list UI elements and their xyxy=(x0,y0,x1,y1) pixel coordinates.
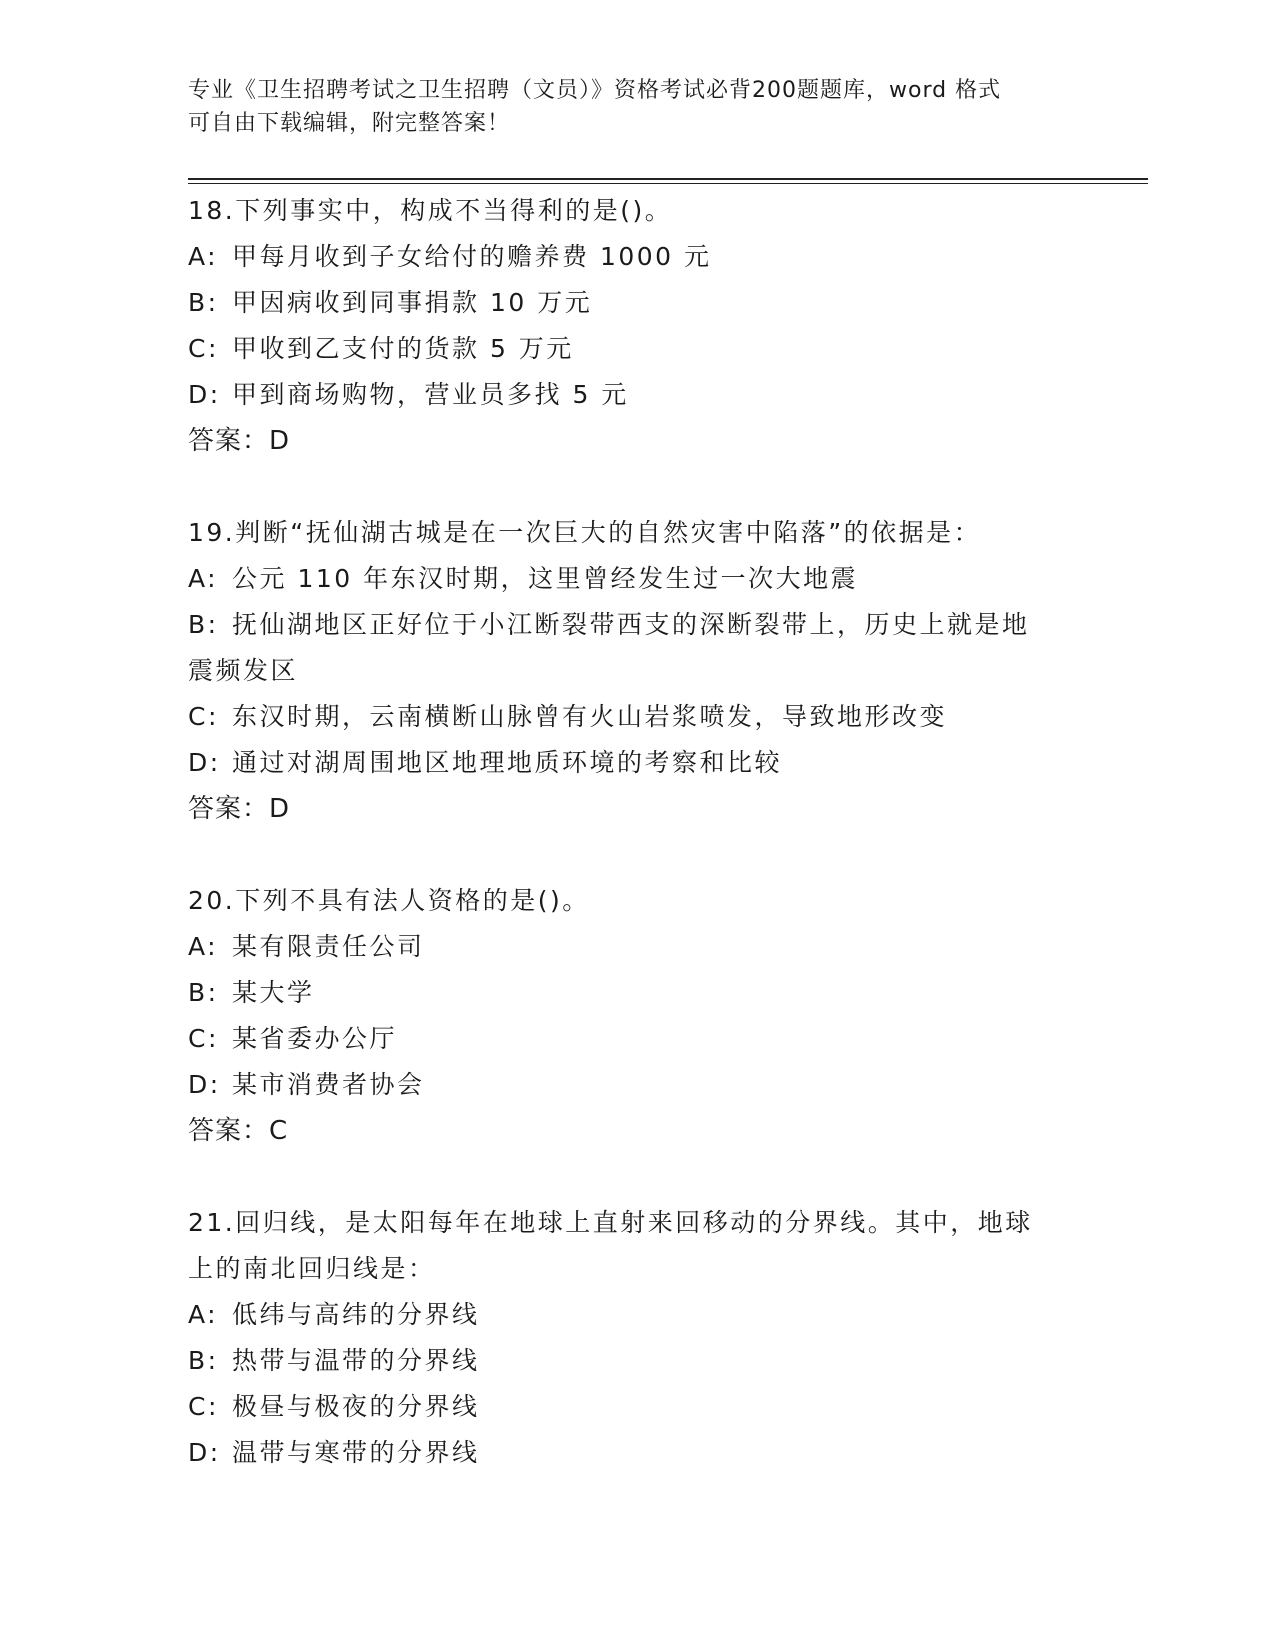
header-line-2: 可自由下载编辑，附完整答案！ xyxy=(188,111,511,136)
option-line xyxy=(188,556,1088,602)
option-line xyxy=(188,234,1088,280)
option-letter: B: xyxy=(188,610,219,639)
option-line xyxy=(188,924,1088,970)
option-text: 热带与温带的分界线 xyxy=(232,1346,480,1375)
option-letter: A: xyxy=(188,564,219,593)
option-line xyxy=(188,1384,1088,1430)
question-stem: 上的南北回归线是： xyxy=(188,1254,436,1283)
question-stem: 19.判断“抚仙湖古城是在一次巨大的自然灾害中陷落”的依据是： xyxy=(188,518,982,547)
question-list xyxy=(188,188,1088,1522)
option-text: 某省委办公厅 xyxy=(232,1024,398,1053)
option-text: 甲收到乙支付的货款 5 万元 xyxy=(232,334,574,363)
question-stem: 18.下列事实中，构成不当得利的是()。 xyxy=(188,196,673,225)
answer-line: 答案：C xyxy=(188,1116,289,1146)
option-text: 极昼与极夜的分界线 xyxy=(232,1392,480,1421)
option-letter: B: xyxy=(188,1346,219,1375)
question-block xyxy=(188,510,1088,832)
option-letter: D: xyxy=(188,1070,221,1099)
option-letter: C: xyxy=(188,1392,219,1421)
option-letter: C: xyxy=(188,1024,219,1053)
option-line xyxy=(188,1062,1088,1108)
header-divider-thick xyxy=(188,178,1148,180)
option-line xyxy=(188,740,1088,786)
option-text: 东汉时期，云南横断山脉曾有火山岩浆喷发，导致地形改变 xyxy=(232,702,948,731)
question-stem: 20.下列不具有法人资格的是()。 xyxy=(188,886,590,915)
option-text: 抚仙湖地区正好位于小江断裂带西支的深断裂带上，历史上就是地 xyxy=(232,610,1030,639)
answer-line: 答案：D xyxy=(188,794,291,824)
option-letter: A: xyxy=(188,242,219,271)
option-text: 低纬与高纬的分界线 xyxy=(232,1300,480,1329)
option-text: 公元 110 年东汉时期，这里曾经发生过一次大地震 xyxy=(232,564,859,593)
option-line xyxy=(188,372,1088,418)
option-letter: B: xyxy=(188,288,219,317)
option-line xyxy=(188,326,1088,372)
option-letter: D: xyxy=(188,1438,221,1467)
option-text: 通过对湖周围地区地理地质环境的考察和比较 xyxy=(232,748,783,777)
option-text: 某有限责任公司 xyxy=(232,932,425,961)
option-line xyxy=(188,280,1088,326)
option-line xyxy=(188,694,1088,740)
option-text: 甲因病收到同事捐款 10 万元 xyxy=(232,288,593,317)
option-letter: C: xyxy=(188,702,219,731)
header-line-1: 专业《卫生招聘考试之卫生招聘（文员）》资格考试必背200题题库，word 格式 xyxy=(188,78,1002,103)
option-letter: D: xyxy=(188,380,221,409)
question-stem: 21.回归线，是太阳每年在地球上直射来回移动的分界线。其中，地球 xyxy=(188,1208,1033,1237)
option-letter: B: xyxy=(188,978,219,1007)
header-divider-thin xyxy=(188,183,1148,184)
option-line xyxy=(188,1016,1088,1062)
option-text-continued: 震频发区 xyxy=(188,656,299,685)
option-line xyxy=(188,1292,1088,1338)
option-letter: D: xyxy=(188,748,221,777)
option-text: 温带与寒带的分界线 xyxy=(232,1438,480,1467)
option-letter: C: xyxy=(188,334,219,363)
question-block xyxy=(188,188,1088,464)
option-text: 某市消费者协会 xyxy=(232,1070,425,1099)
option-letter: A: xyxy=(188,932,219,961)
option-line xyxy=(188,1430,1088,1476)
question-block xyxy=(188,878,1088,1154)
option-line xyxy=(188,1338,1088,1384)
option-text: 甲到商场购物，营业员多找 5 元 xyxy=(232,380,629,409)
option-line xyxy=(188,602,1088,648)
answer-line: 答案：D xyxy=(188,426,291,456)
question-block xyxy=(188,1200,1088,1476)
document-header xyxy=(188,74,1068,140)
option-text: 某大学 xyxy=(232,978,315,1007)
option-letter: A: xyxy=(188,1300,219,1329)
option-text: 甲每月收到子女给付的赡养费 1000 元 xyxy=(232,242,712,271)
option-line xyxy=(188,970,1088,1016)
